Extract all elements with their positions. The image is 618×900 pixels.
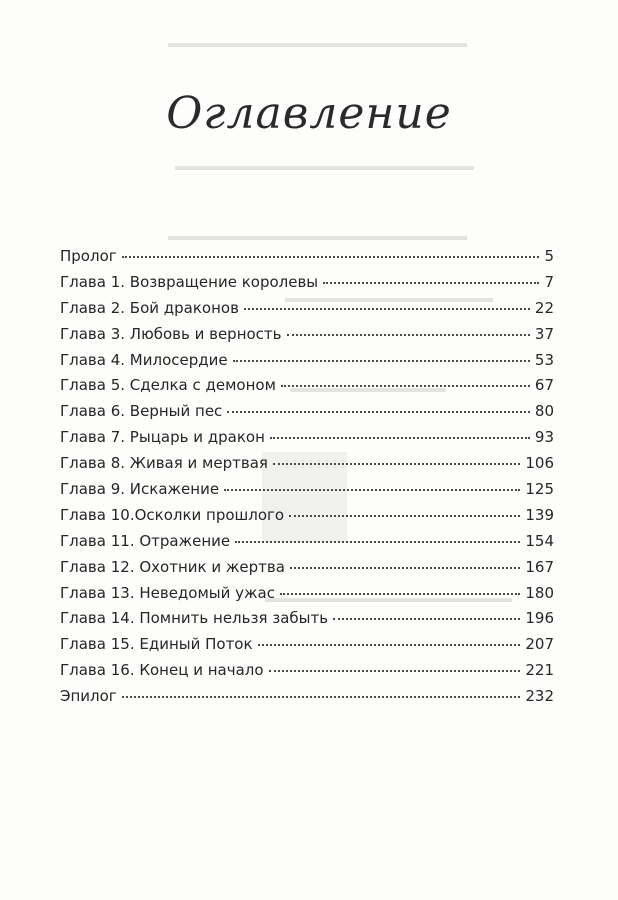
dot-leader	[289, 515, 520, 517]
toc-entry-title: Глава 8. Живая и мертвая	[60, 454, 268, 473]
toc-entry	[60, 555, 554, 581]
show-through-texture: ▬▬▬▬▬▬▬▬▬▬▬▬	[290, 380, 446, 395]
toc-entry-page-number: 180	[525, 583, 554, 602]
toc-entry-title: Глава 16. Конец и начало	[60, 661, 264, 680]
dot-leader	[258, 644, 521, 646]
toc-entry	[60, 581, 554, 607]
toc-entry-title: Глава 3. Любовь и верность	[60, 324, 282, 343]
toc-entry-title: Глава 12. Охотник и жертва	[60, 557, 285, 576]
toc-entry-page-number: 93	[534, 428, 554, 447]
toc-entry-page-number: 80	[534, 402, 554, 421]
dot-leader	[270, 437, 530, 439]
toc-entry-page-number: 154	[525, 531, 554, 550]
toc-entry-page-number: 207	[525, 635, 554, 654]
toc-entry-page-number: 22	[534, 298, 554, 317]
dot-leader	[233, 360, 530, 362]
toc-entry-page-number: 53	[534, 350, 554, 369]
toc-entry	[60, 296, 554, 322]
toc-entry	[60, 399, 554, 425]
dot-leader	[287, 334, 530, 336]
toc-entry	[60, 373, 554, 399]
dot-leader	[235, 541, 520, 543]
toc-entry-title: Глава 9. Искажение	[60, 480, 220, 499]
toc-entry-title: Глава 1. Возвращение королевы	[60, 272, 319, 291]
dot-leader	[224, 489, 520, 491]
dot-leader	[280, 593, 520, 595]
toc-entry	[60, 684, 554, 710]
toc-entry-page-number: 67	[534, 376, 554, 395]
toc-entry-page-number: 106	[525, 454, 554, 473]
toc-entry-title: Глава 13. Неведомый ужас	[60, 583, 275, 602]
dot-leader	[273, 463, 520, 465]
toc-entry	[60, 529, 554, 555]
toc-entry	[60, 451, 554, 477]
toc-entry-title: Глава 2. Бой драконов	[60, 298, 239, 317]
toc-entry-title: Глава 10.Осколки прошлого	[60, 505, 285, 524]
show-through-texture: ▬▬▬▬▬▬▬▬▬▬▬▬▬▬▬▬	[285, 290, 493, 305]
toc-entry	[60, 606, 554, 632]
toc-entry	[60, 632, 554, 658]
toc-entry-page-number: 221	[525, 661, 554, 680]
show-through-texture: ▬▬▬▬▬▬▬▬▬▬▬▬▬▬▬▬▬▬▬	[265, 590, 512, 605]
toc-entry	[60, 348, 554, 374]
dot-leader	[269, 670, 521, 672]
dot-leader	[227, 411, 530, 413]
toc-entry-title: Пролог	[60, 247, 117, 265]
toc-entry-page-number: 232	[525, 687, 554, 706]
toc-entry-title: Глава 4. Милосердие	[60, 350, 228, 369]
dot-leader	[122, 696, 521, 698]
toc-entry-page-number: 5	[544, 247, 554, 265]
toc-entry-title: Глава 6. Верный пес	[60, 402, 223, 421]
dot-leader	[281, 385, 530, 387]
toc-entry-page-number: 7	[544, 272, 554, 291]
toc-entry	[60, 270, 554, 296]
toc-entry-title: Глава 14. Помнить нельзя забыть	[60, 609, 329, 628]
toc-entry	[60, 503, 554, 529]
toc-entry-title: Глава 15. Единый Поток	[60, 635, 253, 654]
toc-entry-page-number: 167	[525, 557, 554, 576]
toc-entry	[60, 244, 554, 270]
show-through-texture: ▬▬▬▬▬▬▬▬▬▬▬▬▬▬▬▬▬▬▬▬▬▬▬	[168, 35, 467, 50]
dot-leader	[333, 618, 520, 620]
show-through-texture: ▬▬▬▬▬▬▬▬▬▬▬▬▬▬▬▬▬▬▬▬▬▬▬	[168, 228, 467, 243]
toc-entry-page-number: 139	[525, 505, 554, 524]
dot-leader	[290, 567, 520, 569]
toc-entry	[60, 477, 554, 503]
dot-leader	[323, 282, 539, 284]
toc-entry-title: Глава 11. Отражение	[60, 531, 231, 550]
toc-entry	[60, 658, 554, 684]
toc-entry-page-number: 37	[534, 324, 554, 343]
toc-entry-title: Эпилог	[60, 687, 117, 706]
show-through-texture: ▬▬▬▬▬▬▬▬▬▬▬▬▬▬▬▬▬▬▬▬▬▬▬	[175, 158, 474, 173]
dot-leader	[122, 256, 540, 258]
toc-entry	[60, 322, 554, 348]
page-title: Оглавление	[166, 88, 452, 139]
toc-entry	[60, 425, 554, 451]
toc-entry-page-number: 125	[525, 480, 554, 499]
dot-leader	[244, 308, 530, 310]
toc-entry-page-number: 196	[525, 609, 554, 628]
table-of-contents	[60, 244, 554, 710]
toc-entry-title: Глава 5. Сделка с демоном	[60, 376, 276, 395]
toc-entry-title: Глава 7. Рыцарь и дракон	[60, 428, 265, 447]
